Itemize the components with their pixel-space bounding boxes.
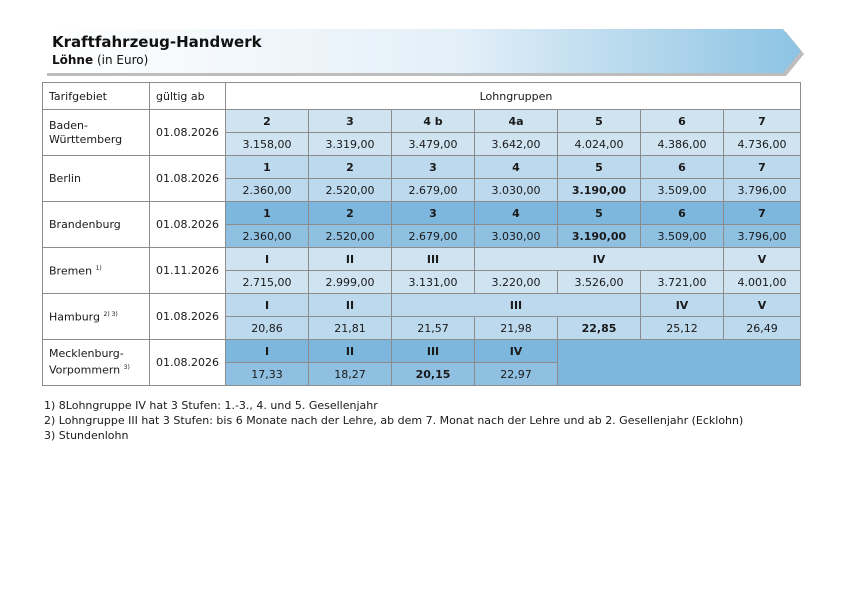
page-subtitle xyxy=(52,53,148,67)
value-cell: 3.220,00 xyxy=(475,271,558,294)
value-cell: 22,97 xyxy=(475,363,558,386)
footnote-mark: 3) xyxy=(123,364,130,372)
group-cell: 4 b xyxy=(392,110,475,133)
header-date: gültig ab xyxy=(150,83,226,110)
group-cell: IV xyxy=(475,248,724,271)
group-cell: 3 xyxy=(309,110,392,133)
group-cell: IV xyxy=(475,340,558,363)
value-cell: 3.030,00 xyxy=(475,225,558,248)
group-cell: V xyxy=(724,294,801,317)
region-cell: Hamburg $^{2) 3)}$ xyxy=(43,294,150,340)
value-cell: 18,27 xyxy=(309,363,392,386)
value-cell: 17,33 xyxy=(226,363,309,386)
value-cell: 21,57 xyxy=(392,317,475,340)
value-cell: 4.736,00 xyxy=(724,133,801,156)
table-header-row xyxy=(43,83,801,110)
value-cell: 3.796,00 xyxy=(724,179,801,202)
value-cell: 20,15 xyxy=(392,363,475,386)
value-cell: 2.360,00 xyxy=(226,225,309,248)
group-cell: 2 xyxy=(309,202,392,225)
date-cell: 01.08.2026 xyxy=(150,294,226,340)
footnote-mark: 2) 3) xyxy=(103,311,118,319)
group-cell: II xyxy=(309,340,392,363)
group-cell: 5 xyxy=(558,156,641,179)
date-cell: 01.08.2026 xyxy=(150,110,226,156)
empty-cell xyxy=(558,340,801,386)
group-cell: I xyxy=(226,248,309,271)
region-cell: Berlin xyxy=(43,156,150,202)
value-cell: 3.190,00 xyxy=(558,179,641,202)
group-cell: I xyxy=(226,340,309,363)
page-title: Kraftfahrzeug-Handwerk xyxy=(52,33,262,51)
subtitle-bold: Löhne xyxy=(52,53,94,67)
group-cell: 7 xyxy=(724,110,801,133)
group-cell: 4 xyxy=(475,156,558,179)
value-cell: 4.024,00 xyxy=(558,133,641,156)
value-cell: 25,12 xyxy=(641,317,724,340)
date-cell: 01.08.2026 xyxy=(150,202,226,248)
value-cell: 26,49 xyxy=(724,317,801,340)
group-cell: 6 xyxy=(641,156,724,179)
table-row xyxy=(43,156,801,179)
footnote-3: 3) Stundenlohn xyxy=(44,429,129,442)
value-cell: 2.520,00 xyxy=(309,225,392,248)
group-cell: 2 xyxy=(309,156,392,179)
group-cell: 6 xyxy=(641,202,724,225)
group-cell: II xyxy=(309,294,392,317)
header-groups: Lohngruppen xyxy=(226,83,801,110)
subtitle-unit: (in Euro) xyxy=(93,53,149,67)
group-cell: 7 xyxy=(724,156,801,179)
group-cell: 3 xyxy=(392,156,475,179)
value-cell: 21,81 xyxy=(309,317,392,340)
value-cell: 21,98 xyxy=(475,317,558,340)
value-cell: 4.001,00 xyxy=(724,271,801,294)
value-cell: 22,85 xyxy=(558,317,641,340)
table-row xyxy=(43,340,801,363)
date-cell: 01.08.2026 xyxy=(150,156,226,202)
value-cell: 4.386,00 xyxy=(641,133,724,156)
date-cell: 01.11.2026 xyxy=(150,248,226,294)
value-cell: 3.526,00 xyxy=(558,271,641,294)
group-cell: 1 xyxy=(226,156,309,179)
wages-table xyxy=(42,82,801,386)
footnote-2: 2) Lohngruppe III hat 3 Stufen: bis 6 Monate nach der Lehre, ab dem 7. Monat nach der Lehre und ab 2. Gesellenjahr (Ecklohn) xyxy=(44,414,744,427)
group-cell: I xyxy=(226,294,309,317)
table-row xyxy=(43,294,801,317)
group-cell: 5 xyxy=(558,110,641,133)
group-cell: 7 xyxy=(724,202,801,225)
value-cell: 2.715,00 xyxy=(226,271,309,294)
value-cell: 2.679,00 xyxy=(392,225,475,248)
group-cell: 3 xyxy=(392,202,475,225)
value-cell: 3.158,00 xyxy=(226,133,309,156)
value-cell: 3.721,00 xyxy=(641,271,724,294)
value-cell: 3.319,00 xyxy=(309,133,392,156)
region-cell: Mecklenburg- Vorpommern $^{3)}$ xyxy=(43,340,150,386)
group-cell: II xyxy=(309,248,392,271)
footnote-mark: 1) xyxy=(95,265,102,273)
group-cell: III xyxy=(392,294,641,317)
group-cell: 4a xyxy=(475,110,558,133)
value-cell: 3.479,00 xyxy=(392,133,475,156)
value-cell: 2.679,00 xyxy=(392,179,475,202)
header-region: Tarifgebiet xyxy=(43,83,150,110)
table-row xyxy=(43,248,801,271)
value-cell: 3.642,00 xyxy=(475,133,558,156)
group-cell: III xyxy=(392,340,475,363)
value-cell: 3.509,00 xyxy=(641,225,724,248)
group-cell: 1 xyxy=(226,202,309,225)
value-cell: 2.999,00 xyxy=(309,271,392,294)
group-cell: 2 xyxy=(226,110,309,133)
header-banner xyxy=(44,29,804,73)
footnotes xyxy=(44,398,743,443)
region-cell: Baden- Württemberg xyxy=(43,110,150,156)
group-cell: IV xyxy=(641,294,724,317)
group-cell: 4 xyxy=(475,202,558,225)
table-row xyxy=(43,202,801,225)
value-cell: 2.360,00 xyxy=(226,179,309,202)
value-cell: 3.131,00 xyxy=(392,271,475,294)
group-cell: 5 xyxy=(558,202,641,225)
footnote-1: 1) 8Lohngruppe IV hat 3 Stufen: 1.-3., 4. und 5. Gesellenjahr xyxy=(44,399,378,412)
region-cell: Brandenburg xyxy=(43,202,150,248)
table-row xyxy=(43,110,801,133)
value-cell: 2.520,00 xyxy=(309,179,392,202)
value-cell: 3.030,00 xyxy=(475,179,558,202)
region-cell: Bremen $^{1)}$ xyxy=(43,248,150,294)
value-cell: 3.796,00 xyxy=(724,225,801,248)
group-cell: V xyxy=(724,248,801,271)
value-cell: 20,86 xyxy=(226,317,309,340)
value-cell: 3.509,00 xyxy=(641,179,724,202)
group-cell: 6 xyxy=(641,110,724,133)
date-cell: 01.08.2026 xyxy=(150,340,226,386)
group-cell: III xyxy=(392,248,475,271)
value-cell: 3.190,00 xyxy=(558,225,641,248)
